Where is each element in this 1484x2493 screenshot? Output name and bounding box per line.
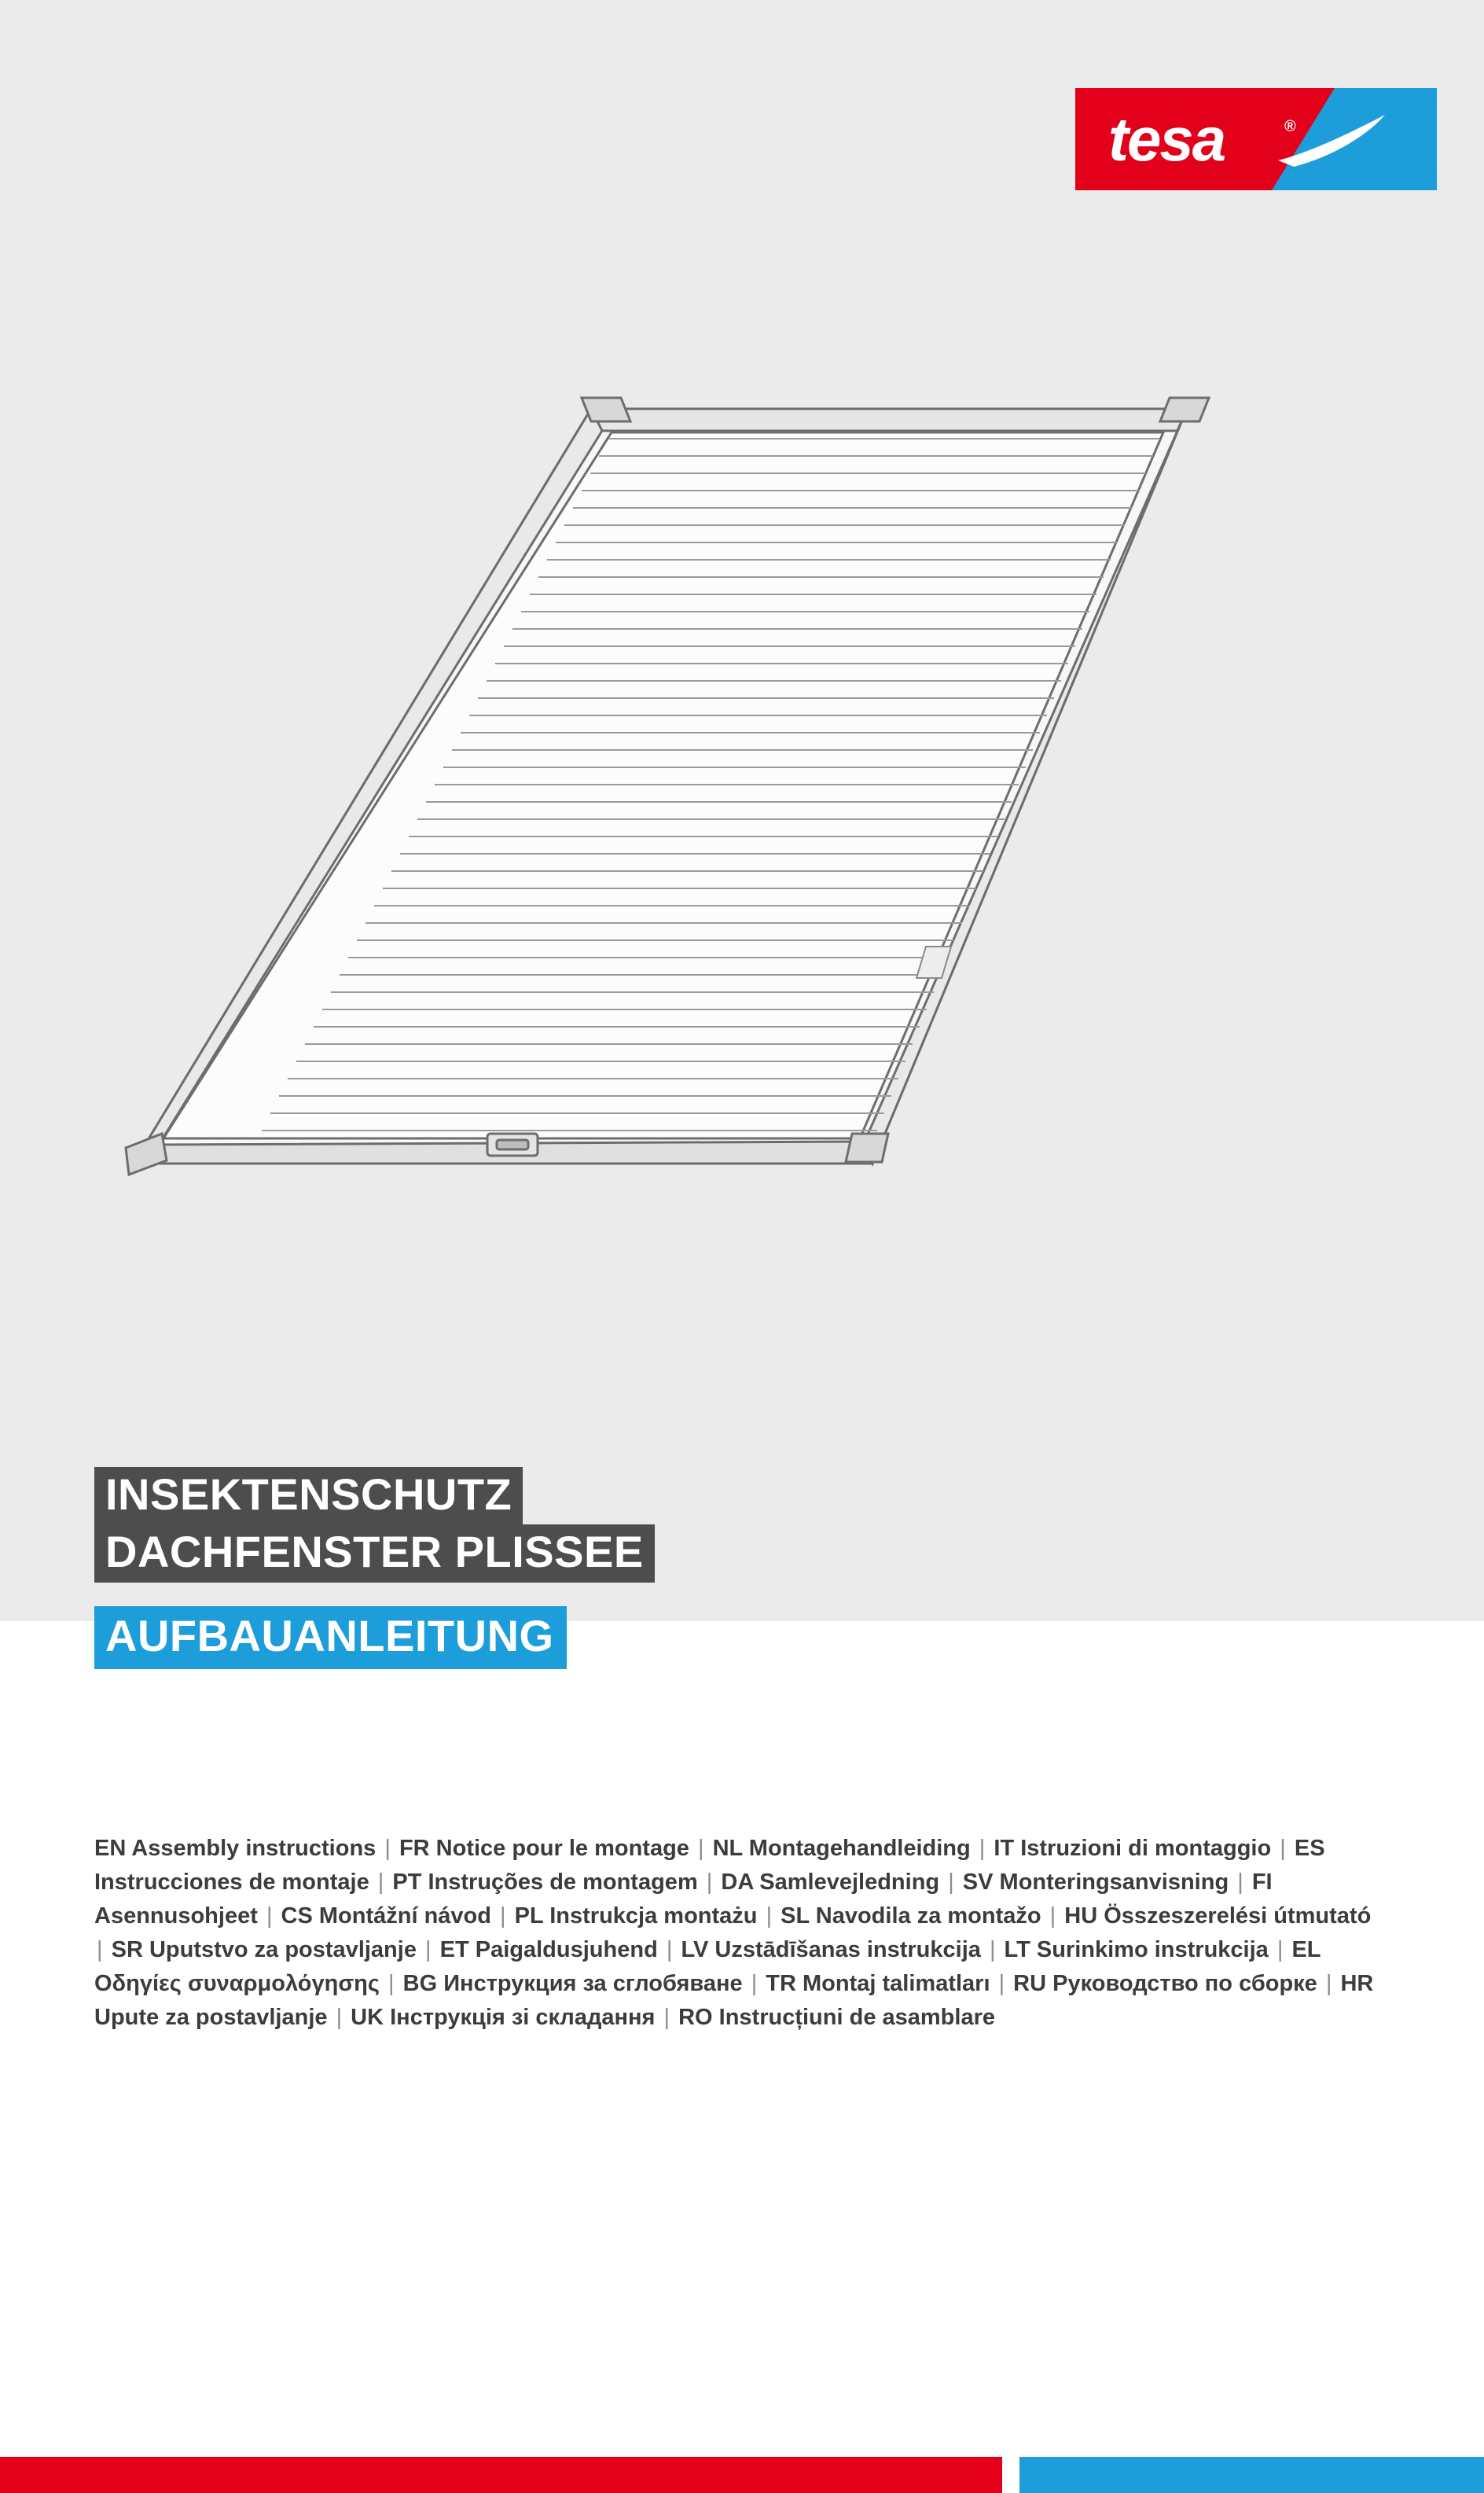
language-separator: | (1280, 1836, 1286, 1861)
language-item: SL Navodila za montažo (774, 1903, 1048, 1929)
language-separator: | (97, 1937, 103, 1962)
footer-bar-blue (1019, 2457, 1484, 2493)
language-item: ES Instrucciones de montaje (94, 1836, 1325, 1895)
language-separator: | (989, 1937, 996, 1962)
language-separator: | (266, 1903, 273, 1929)
footer-color-bar (0, 2457, 1484, 2493)
language-item: RU Руководство по сборке (1007, 1971, 1324, 1996)
language-item: PL Instrukcja montażu (508, 1903, 764, 1929)
language-separator: | (1237, 1870, 1243, 1895)
language-item: NL Montagehandleiding (706, 1836, 977, 1861)
language-list (94, 1832, 1383, 2035)
language-item: IT Istruzioni di montaggio (987, 1836, 1278, 1861)
language-item: BG Инструкция за сглобяване (396, 1971, 749, 1996)
language-separator: | (663, 2005, 670, 2030)
language-separator: | (425, 1937, 432, 1962)
page-title-line-1: INSEKTENSCHUTZ (94, 1467, 523, 1525)
language-item: HR Upute za postavljanje (94, 1971, 1374, 2030)
language-separator: | (1276, 1937, 1284, 1962)
language-separator: | (388, 1971, 395, 1996)
language-item: EN Assembly instructions (94, 1836, 383, 1861)
language-item: CS Montážní návod (274, 1903, 498, 1929)
tesa-logo (1075, 88, 1437, 190)
logo-wordmark: tesa (1108, 105, 1225, 174)
product-illustration (118, 377, 1344, 1211)
language-item: UK Інструкція зі складання (344, 2005, 662, 2030)
logo-registered-mark: ® (1284, 118, 1296, 135)
language-separator: | (666, 1937, 673, 1962)
language-separator: | (336, 2005, 343, 2030)
language-item: PT Instruções de montagem (386, 1870, 704, 1895)
language-item: EL Οδηγίες συναρμολόγησης (94, 1937, 1321, 1996)
language-separator: | (377, 1870, 384, 1895)
footer-bar-gap (1002, 2457, 1019, 2493)
language-separator: | (1325, 1971, 1332, 1996)
language-separator: | (384, 1836, 391, 1861)
title-block (94, 1467, 655, 1669)
language-item: FI Asennusohjeet (94, 1870, 1273, 1929)
language-item: LT Surinkimo instrukcija (997, 1937, 1275, 1962)
language-separator: | (500, 1903, 506, 1929)
language-separator: | (1049, 1903, 1056, 1929)
page-title-line-2: DACHFENSTER PLISSEE (94, 1524, 655, 1583)
footer-bar-red (0, 2457, 1002, 2493)
page-subtitle: AUFBAUANLEITUNG (94, 1606, 567, 1669)
language-item: DA Samlevejledning (714, 1870, 946, 1895)
language-item: RO Instrucțiuni de asamblare (672, 2005, 995, 2030)
language-separator: | (766, 1903, 773, 1929)
language-separator: | (706, 1870, 713, 1895)
language-separator: | (998, 1971, 1005, 1996)
language-item: ET Paigaldusjuhend (433, 1937, 664, 1962)
language-separator: | (751, 1971, 758, 1996)
language-item: FR Notice pour le montage (392, 1836, 696, 1861)
language-separator: | (948, 1870, 954, 1895)
language-item: SV Monteringsanvisning (956, 1870, 1236, 1895)
language-item: SR Uputstvo za postavljanje (105, 1937, 424, 1962)
language-separator: | (979, 1836, 986, 1861)
language-item: LV Uzstādīšanas instrukcija (674, 1937, 987, 1962)
language-item: HU Összeszerelési útmutató (1058, 1903, 1372, 1929)
language-separator: | (698, 1836, 704, 1861)
language-item: TR Montaj talimatları (759, 1971, 997, 1996)
logo-swoosh-icon (1273, 112, 1391, 170)
